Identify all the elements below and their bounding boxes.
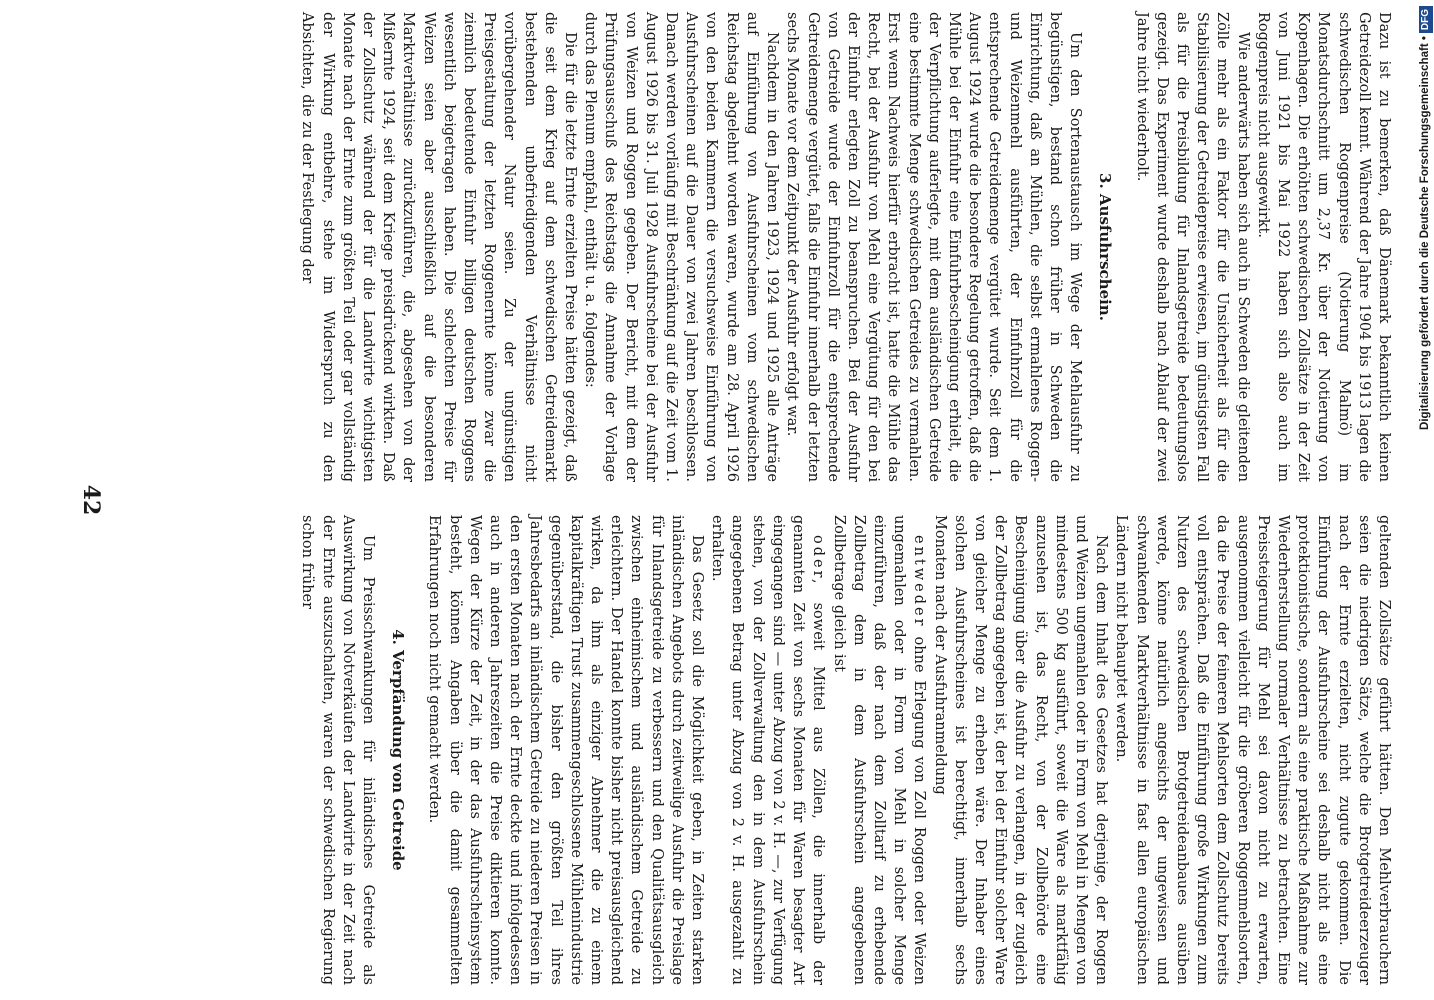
paragraph: Dazu ist zu bemerken, daß Dänemark bekanntlich keinen Getreidezoll kennt. Während der Jahre 1904 bis 1913 lagen die schwedischen Roggenpreise (Notierung Malmö) im Monatsdurchschnitt um 2,37 Kr. über der Notierung von Kopenhagen. Die erhöhten schwedischen Zollsätze in der Zeit von Juni 1921 bis Mai 1922 haben sich also auch im Roggenpreis nicht ausgewirkt. <box>1254 12 1392 482</box>
paragraph <box>828 515 929 985</box>
paragraph: Um Preisschwankungen für inländisches Getreide als Auswirkung von Notverkäufen der Landwirte in der Zeit nach der Ernte auszuschalten, waren der schwedischen Regierung schon früher <box>299 515 377 985</box>
credit-text: Digitalisierung gefördert durch die Deutsche Forschungsgemeinschaft • <box>1419 36 1431 430</box>
section-heading: 4. Verpfändung von Getreide <box>389 629 408 871</box>
paragraph: Nachdem in den Jahren 1923, 1924 und 1925 alle Anträge auf Einführung von Ausfuhrscheinen vom schwedischen Reichstag abgelehnt worden waren, wurde am 28. April 1926 von den beiden Kammern die versuchsweise Einführung von Ausfuhrscheinen auf die Dauer von zwei Jahren beschlossen. Danach werden vorläufig mit Beschränkung auf die Zeit vom 1. August 1926 bis 31. Juli 1928 Ausfuhrscheine bei der Ausfuhr von Weizen und Roggen gegeben. Der Bericht, mit dem der Prüfungsausschuß des Reichstags die Annahme der Vorlage durch das Plenum empfahl, enthält u. a. folgendes: <box>582 12 781 482</box>
paragraph: geltenden Zollsätze geführt hätten. Den Mehlverbrauchern seien die niedrigen Sätze, welche die Brotgetreideerzeuger nach der Ernte erzielten, nicht zugute gekommen. Die Einführung der Ausfuhrscheine sei deshalb nicht als eine protektionistische, sondern als eine praktische Maßnahme zur Wiederherstellung normaler Verhältnisse zu betrachten. Eine Preissteigerung für Mehl sei davon nicht zu erwarten, ausgenommen vielleicht für die gröberen Roggenmehlsorten, da die Preise der feineren Mehlsorten dem Zollschutz bereits voll entsprächen. Daß die Einführung große Wirkungen zum Nutzen des schwedischen Brotgetreideanbaues ausüben werde, könne natürlich angesichts der ungewissen und schwankenden Marktverhältnisse in fast allen europäischen Ländern nicht behauptet werden. <box>1113 515 1392 985</box>
emphasis-word: entweder <box>911 535 928 629</box>
paragraph: Um den Sortenaustausch im Wege der Mehlausfuhr zu begünstigen, bestand schon früher in Schweden die Einrichtung, daß an Mühlen, die selbst ermahlenes Roggen- und Weizenmehl ausführten, der Einfuhrzoll für die entsprechende Getreidemenge vergütet wurde. Seit dem 1. August 1924 wurde die besondere Regelung getroffen, daß die Mühle bei der Einfuhr eine Einfuhrbescheinigung erhielt, die der Verpflichtung auferlegte, mit dem ausländischen Getreide eine bestimmte Menge schwedischen Getreides zu vermahlen. Erst wenn Nachweis hierfür erbracht ist, hatte die Mühle das Recht, bei der Ausfuhr von Mehl eine Vergütung für den bei der Einfuhr erlegten Zoll zu beanspruchen. Bei der Ausfuhr von Getreide wurde der Einfuhrzoll für die entsprechende Getreidemenge vergütet, falls die Einfuhr innerhalb der letzten sechs Monate vor dem Zeitpunkt der Ausfuhr erfolgt war. <box>784 12 1084 482</box>
paragraph: Die für die letzte Ernte erzielten Preise hätten gezeigt, daß die seit dem Krieg auf dem schwedischen Getreidemarkt bestehenden unbefriedigenden Verhältnisse nicht vorübergehender Natur seien. Zu der ungünstigen Preisgestaltung der letzten Roggenernte könne zwar die ziemlich bedeutende Einfuhr billigen deutschen Roggens wesentlich beigetragen haben. Die schlechten Preise für Weizen seien aber ausschließlich auf die besonderen Marktverhältnisse zurückzuführen, die, abgesehen von der Mißernte 1924, seit dem Kriege preisdrückend wirkten. Daß der Zollschutz während der für die Landwirte wichtigsten Monate nach der Ernte zum größten Teil oder gar vollständig der Wirkung entbehre, stehe im Widerspruch zu den Absichten, die zu der Festlegung der <box>299 12 579 482</box>
paragraph-text: ohne Erlegung von Zoll Roggen oder Weizen ungemahlen oder in Form von Mehl in solcher Menge einzuführen, daß der nach dem Zolltarif zu erhebende Zollbetrag dem in dem Ausfuhrschein angegebenen Zollbetrage gleich ist <box>830 515 928 985</box>
dfg-logo: DFG <box>1419 6 1433 33</box>
emphasis-word: oder, <box>810 535 827 587</box>
paragraph: Das Gesetz soll die Möglichkeit geben, in Zeiten starken inländischen Angebots durch zeitweilige Ausfuhr die Preislage für Inlandsgetreide zu verbessern und den Qualitätsausgleich zwischen einheimischem und ausländischem Getreide zu erleichtern. Der Handel konnte bisher nicht preisausgleichend wirken, da ihm als einziger Abnehmer die zu einem kapitalkräftigen Trust zusammengeschlossene Mühlenindustrie gegenüberstand, die bisher den größten Teil ihres Jahresbedarfs an inländischem Getreide zu niederen Preisen in den ersten Monaten nach der Ernte deckte und infolgedessen auch in anderen Jahreszeiten die Preise diktieren konnte. Wegen der Kürze der Zeit, in der das Ausfuhrscheinsystem besteht, können Angaben über die damit gesammelten Erfahrungen noch nicht gemacht werden. <box>426 515 706 985</box>
paragraph: Wie anderwärts haben sich auch in Schweden die gleitenden Zölle mehr als ein Faktor für die Unsicherheit als für die Stabilisierung der Getreidepreise erwiesen, im günstigsten Fall als für die Preisbildung für Inlandsgetreide bedeutungslos gezeigt. Das Experiment wurde deshalb nach Ablauf der zwei Jahre nicht wiederholt. <box>1133 12 1251 482</box>
section-heading: 3. Ausfuhrschein. <box>1096 173 1115 321</box>
text-column-left <box>124 12 1394 482</box>
digitization-credit <box>1415 6 1434 996</box>
paragraph <box>707 515 828 985</box>
text-column-right <box>124 515 1394 985</box>
paragraph-text: soweit Mittel aus Zöllen, die innerhalb der genannten Zeit von sechs Monaten für Waren besagter Art eingegangen sind — unter Abzug von 2 v. H. —, zur Verfügung stehen, von der Zollverwaltung den in dem Ausfuhrschein angegebenen Betrag unter Abzug von 2 v. H. ausgezahlt zu erhalten. <box>709 515 827 985</box>
paragraph: Nach dem Inhalt des Gesetzes hat derjenige, der Roggen und Weizen ungemahlen oder in Form von Mehl in Mengen von mindestens 500 kg ausführt, soweit die Ware als marktfähig anzusehen ist, das Recht, von der Zollbehörde eine Bescheinigung über die Ausfuhr zu verlangen, in der zugleich der Zollbetrag angegeben ist, der bei der Einfuhr solcher Ware von gleicher Menge zu erheben wäre. Der Inhaber eines solchen Ausfuhrscheines ist berechtigt, innerhalb sechs Monaten nach der Ausfuhranmeldung <box>931 515 1110 985</box>
page-number: 42 <box>78 484 104 516</box>
